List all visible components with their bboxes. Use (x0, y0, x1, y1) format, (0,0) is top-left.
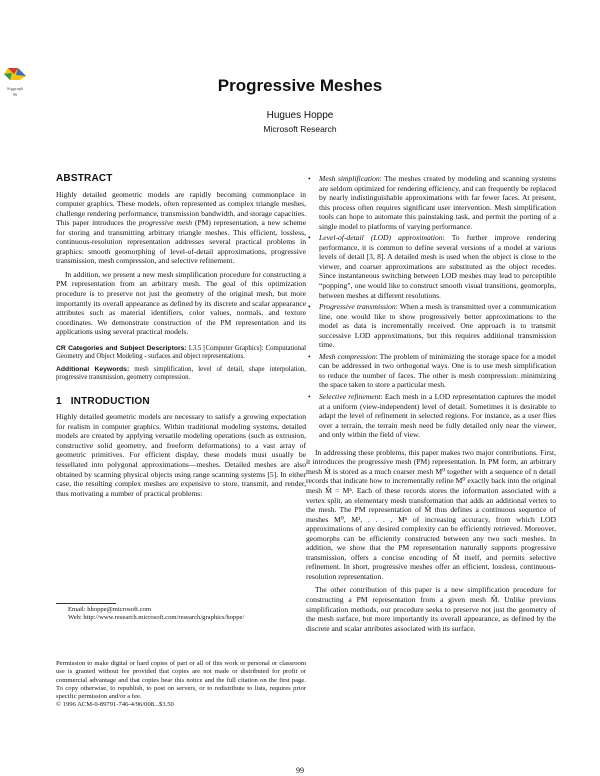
footnote (56, 606, 306, 623)
problem-text: : To further improve rendering performance, it is common to define several versions of a model at various levels of detail [3, 8]. A detailed mesh is used when the object is close to the viewer, and coarser approximations are substituted as the object recedes. Since instantaneous switching between LOD meshes may lead to perceptible “popping”, one would like to construct smooth visual transitions, geomorphs, between meshes at different resolutions. (319, 233, 556, 300)
list-item (306, 302, 556, 350)
right-column (306, 174, 556, 633)
problem-list (306, 174, 556, 440)
bullet-icon: • (308, 302, 311, 312)
problem-term: Mesh simplification (319, 174, 380, 183)
footnote-divider (56, 603, 116, 604)
list-item (306, 174, 556, 231)
left-column (56, 174, 306, 498)
abstract-paragraph-2: In addition, we present a new mesh simplification procedure for constructing a PM representation from an arbitrary mesh. The goal of this optimization procedure is to preserve not just the geometry of the original mesh, but more importantly its overall appearance as defined by its discrete and scalar appearance attributes such as material identifiers, color values, normals, and texture coordinates. We demonstrate construction of the PM representation and its applications using several practical models. (56, 269, 306, 337)
problem-text: : The meshes created by modeling and scanning systems are seldom optimized for rendering efficiency, and can frequently be replaced by nearly indistinguishable approximations with far fewer faces. At present, this process often requires significant user intervention. Mesh simplification tools can hope to automate this painstaking task, and permit the porting of a single model to platforms of varying performance. (319, 174, 556, 231)
abstract-heading: ABSTRACT (56, 173, 113, 184)
problem-text: : When a mesh is transmitted over a communication line, one would like to show progressively better approximations to the model as data is incrementally received. One approach is to transmit successive LOD approximations, but this requires additional transmission time. (319, 302, 556, 350)
author-name: Hugues Hoppe (266, 110, 334, 121)
bullet-icon: • (308, 351, 311, 361)
contributions-paragraph: In addressing these problems, this paper makes two major contributions. First, it introduces the progressive mesh (PM) representation. In PM form, an arbitrary mesh M̂ is stored as a much coarser mesh M⁰ together with a sequence of n detail records that indicate how to incrementally refine M⁰ exactly back into the original mesh M̂ = Mⁿ. Each of these records stores the information associated with a vertex split, an elementary mesh transformation that adds an additional vertex to the mesh. The PM representation of M̂ thus defines a continuous sequence of meshes M⁰, M¹, . . . , Mⁿ of increasing accuracy, from which LOD approximations of any desired complexity can be efficiently retrieved. Moreover, geomorphs can be efficiently constructed between any two such meshes. In addition, we show that the PM representation naturally supports progressive transmission, offers a concise encoding of M̂ itself, and permits selective refinement. In short, progressive meshes offer an efficient, lossless, continuous-resolution representation. (306, 447, 556, 581)
problem-term: Selective refinement (319, 392, 381, 402)
bullet-icon: • (308, 233, 311, 243)
svg-text:96: 96 (12, 92, 18, 97)
simplification-paragraph: The other contribution of this paper is a new simplification procedure for constructing a PM representation from a given mesh M̂. Unlike previous simplification methods, our procedure seeks to preserve not just the geometry of the mesh surface, but more importantly its overall appearance, as defined by the discrete and scalar attributes associated with its surface. (306, 585, 556, 633)
title-block (0, 76, 600, 134)
problem-text: : The problem of minimizing the storage space for a model can be addressed in two orthogonal ways. One is to use mesh simplification to reduce the number of faces. The other is mesh compression: minimizing the space taken to store a particular mesh. (319, 351, 556, 390)
list-item (306, 352, 556, 390)
problem-term: Level-of-detail (LOD) approximation (319, 233, 443, 243)
paper-title: Progressive Meshes (217, 76, 383, 95)
copyright-line: © 1996 ACM-0-89791-746-4/96/008...$3.50 (56, 701, 174, 709)
keywords-label: Additional Keywords: (56, 365, 130, 373)
permission-text: Permission to make digital or hard copies of part or all of this work or personal or classroom use is granted without fee provided that copies are not made or distributed for profit or commercial advantage and that copies bear this notice and the full citation on the first page. To copy otherwise, to republish, to post on servers, or to redistribute to lists, requires prior specific permission and/or a fee. (56, 660, 306, 701)
bullet-icon: • (308, 174, 311, 183)
footnote-web: Web: http://www.research.microsoft.com/research/graphics/hoppe/ (68, 614, 245, 622)
page-number: 99 (296, 766, 304, 775)
problem-term: Mesh compression (319, 351, 376, 361)
keywords-text: mesh simplification, level of detail, shape interpolation, progressive transmission, geometry compression. (56, 365, 306, 382)
problem-text: : Each mesh in a LOD representation captures the model at a uniform (view-independent) level of detail. Sometimes it is desirable to adapt the level of refinement in selected regions. For instance, as a user flies over a terrain, the terrain mesh need be fully detailed only near the viewer, and only within the field of view. (319, 392, 556, 440)
introduction-heading: 1 INTRODUCTION (56, 395, 150, 407)
cr-label: CR Categories and Subject Descriptors: (56, 344, 187, 352)
permission-notice (56, 660, 306, 710)
list-item (306, 392, 556, 440)
svg-text:Siggraph: Siggraph (6, 86, 24, 91)
introduction-paragraph-1: Highly detailed geometric models are necessary to satisfy a growing expectation for realism in computer graphics. Within traditional modeling systems, detailed models are created by applying versatile modeling operations (such as extrusion, constructive solid geometry, and freeform deformations) to a vast array of geometric primitives. For efficient display, these models must usually be tessellated into polygonal approximations—meshes. Detailed meshes are also obtained by scanning physical objects using range scanning systems [5]. In either case, the resulting complex meshes are expensive to store, transmit, and render, thus motivating a number of practical problems: (56, 412, 306, 498)
bullet-icon: • (308, 392, 311, 402)
list-item (306, 233, 556, 300)
problem-term: Progressive transmission (319, 302, 396, 312)
abstract-paragraph-1: Highly detailed geometric models are rapidly becoming commonplace in computer graphics. These models, often represented as complex triangle meshes, challenge rendering performance, transmission bandwidth, and storage capacities. This paper introduces the progressive mesh (PM) representation, a new scheme for storing and transmitting arbitrary triangle meshes. This efficient, lossless, continuous-resolution representation addresses several practical problems in graphics: smooth geomorphing of level-of-detail approximations, progressive transmission, mesh compression, and selective refinement. (56, 189, 307, 266)
author-affiliation: Microsoft Research (263, 124, 337, 134)
cr-categories (56, 345, 306, 362)
keywords (56, 366, 306, 383)
cr-text: I.3.5 [Computer Graphics]: Computational Geometry and Object Modeling - surfaces and object representations. (56, 344, 306, 361)
footnote-email: Email: hhoppe@microsoft.com (68, 606, 151, 613)
